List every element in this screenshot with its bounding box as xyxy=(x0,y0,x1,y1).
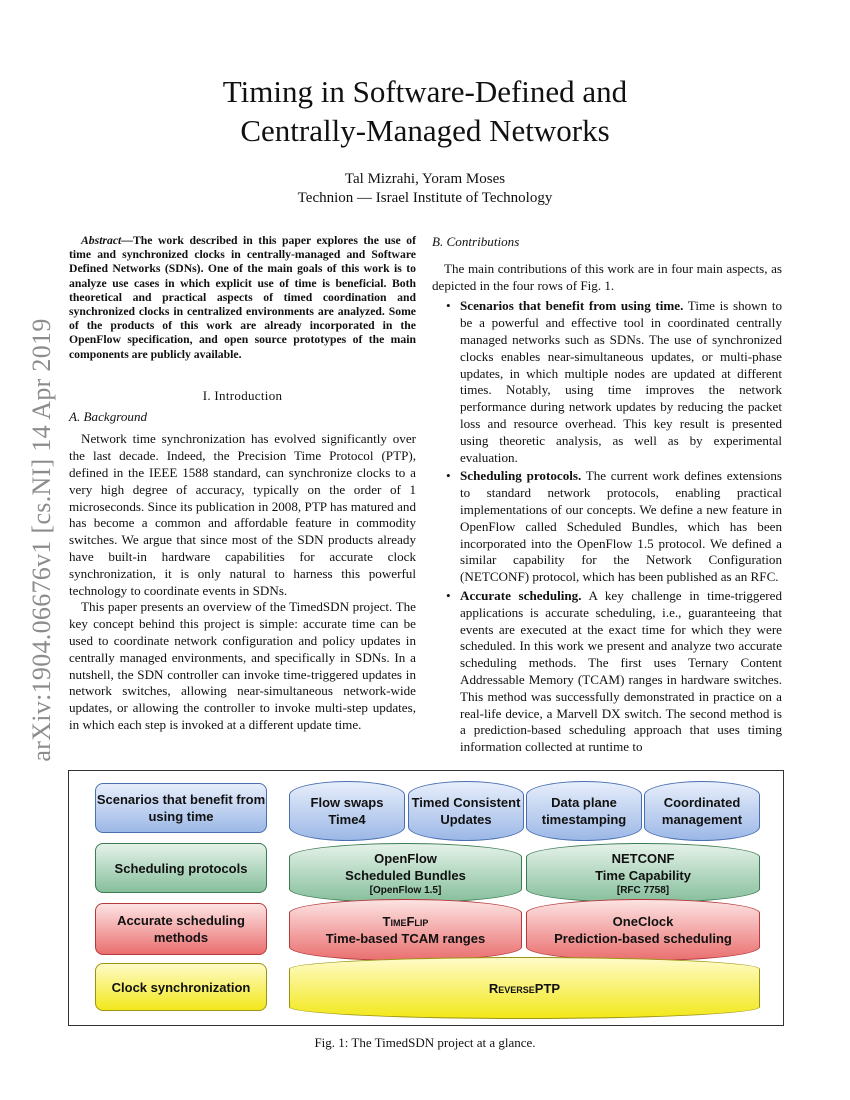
figure-timedsdn xyxy=(68,770,784,1026)
method-description: Prediction-based scheduling xyxy=(554,931,732,946)
figure-caption: Fig. 1: The TimedSDN project at a glance. xyxy=(314,1035,536,1050)
scenario-line-2: management xyxy=(661,812,743,827)
title-line-2: Centrally-Managed Networks xyxy=(240,113,610,148)
clock-sync-name: ReversePTP xyxy=(488,980,561,996)
method-name: TimeFlip xyxy=(382,914,429,929)
scenario-line-1: Data plane xyxy=(551,795,617,810)
subsection-heading-contributions: B. Contributions xyxy=(432,234,520,249)
item-title: Scheduling protocols. xyxy=(460,468,582,484)
protocol-cylinder-openflow xyxy=(289,843,522,903)
background-paragraph-1: Network time synchronization has evolved significantly over the last decade. Indeed, the Precision Time Protocol (PTP), defined in the IEEE 1588 standard, can synchronize clocks to a very high degree of accuracy, typically on the order of 1 microseconds. Since its publication in 2008, PTP has matured and has become a common and affordable feature in commodity switches. We argue that since most of the SDN products already have built-in hardware capabilities for accurate clock synchronization, it is only natural to harness this powerful technology to coordinate events in SDNs. xyxy=(69,431,416,598)
abstract-lead: Abstract xyxy=(81,234,122,247)
item-text: The current work defines extensions to standard network protocols, enabling practical implementations of our concepts. We define a new feature in OpenFlow called Scheduled Bundles, which has been incorporated into the OpenFlow 1.5 protocol. We defined a similar capability for the Network Configuration (NETCONF) protocol, which has been published as an RFC. xyxy=(460,468,782,585)
scenario-cylinder xyxy=(644,781,760,841)
list-item xyxy=(432,588,782,756)
item-text: Time is shown to be a powerful and effective tool in coordinated centrally managed networks such as SDNs. The use of synchronized clocks enables near-simultaneous updates, or multi-phase updates, in which multiple nodes are updated at different times. Notably, using time improves the network performance during network updates by reducing the packet loss and resource overhead. This key result is presented using theoretic analysis, as well as by experimental evaluation. xyxy=(460,298,783,465)
row-label-scenarios: Scenarios that benefit from using time xyxy=(95,783,267,833)
scenario-cylinder xyxy=(526,781,642,841)
background-paragraph-2: This paper presents an overview of the TimedSDN project. The key concept behind this project is simple: accurate time can be used to coordinate network configuration and policy updates in centrally managed environments, and specifically in SDNs. In a nutshell, the SDN controller can invoke time-triggered updates in network switches, allowing near-simultaneous network-wide updates, or allowing the controller to invoke multi-step updates, in which each step is invoked at a different update time. xyxy=(69,599,416,732)
item-text: A key challenge in time-triggered applications is accurate scheduling, i.e., guaranteeing that events are executed at the exact time for which they were scheduled. In this work we present and analyze two accurate scheduling methods. The first uses Ternary Content Addressable Memory (TCAM) ranges in hardware switches. This method was successfully demonstrated in practice on a real-life device, a Marvell DX switch. The second method is a prediction-based scheduling approach that uses timing information collected at runtime to xyxy=(460,587,783,755)
affiliation: Technion — Israel Institute of Technology xyxy=(297,190,553,206)
method-description: Time-based TCAM ranges xyxy=(325,931,486,946)
abstract xyxy=(69,234,416,362)
method-cylinder-timeflip xyxy=(289,899,522,961)
bullet-icon: • xyxy=(446,587,451,603)
scenario-line-1: Coordinated xyxy=(663,795,741,810)
protocol-name: OpenFlow xyxy=(374,850,437,866)
scenario-cylinder xyxy=(289,781,405,841)
contributions-list xyxy=(432,298,782,756)
authors-block xyxy=(0,170,850,208)
scenario-line-2: Updates xyxy=(440,812,492,827)
scenario-line-2: Time4 xyxy=(328,812,366,827)
author-names: Tal Mizrahi, Yoram Moses xyxy=(344,171,506,187)
row-label-methods: Accurate scheduling methods xyxy=(95,903,267,955)
protocol-name: NETCONF xyxy=(611,850,675,866)
bullet-icon: • xyxy=(446,468,451,484)
method-name: OneClock xyxy=(612,914,674,929)
subsection-heading-background: A. Background xyxy=(69,408,148,424)
method-cylinder-oneclock xyxy=(526,899,760,961)
scenario-line-1: Timed Consistent xyxy=(411,795,521,810)
left-column xyxy=(69,234,416,734)
scenario-line-1: Flow swaps xyxy=(310,795,384,810)
item-title: Accurate scheduling. xyxy=(460,587,582,603)
item-title: Scenarios that benefit from using time. xyxy=(460,298,684,314)
protocol-feature: Time Capability xyxy=(595,867,691,883)
protocol-cylinder-netconf xyxy=(526,843,760,903)
clock-sync-cylinder xyxy=(289,957,760,1019)
scenario-line-2: timestamping xyxy=(541,812,627,827)
arxiv-stamp: arXiv:1904.06676v1 [cs.NI] 14 Apr 2019 xyxy=(27,318,56,762)
bullet-icon: • xyxy=(446,298,451,314)
protocol-reference: [OpenFlow 1.5] xyxy=(369,884,442,896)
paper-title xyxy=(0,72,850,150)
row-label-protocols: Scheduling protocols xyxy=(95,843,267,893)
title-line-1: Timing in Software-Defined and xyxy=(222,74,628,109)
list-item xyxy=(432,298,782,466)
list-item xyxy=(432,468,782,586)
scenario-cylinder xyxy=(408,781,524,841)
section-heading-introduction: I. Introduction xyxy=(202,387,283,403)
contributions-intro: The main contributions of this work are in four main aspects, as depicted in the four rows of Fig. 1. xyxy=(432,260,782,293)
row-label-clock: Clock synchronization xyxy=(95,963,267,1011)
protocol-feature: Scheduled Bundles xyxy=(345,867,466,883)
abstract-text: —The work described in this paper explores the use of time and synchronized clocks in centrally-managed and Software Defined Networks (SDNs). One of the main goals of this work is to analyze use cases in which explicit use of time is beneficial. Both theoretical and practical aspects of timed coordination and synchronized clocks in centralized environments are analyzed. Some of the products of this work are already incorporated in the OpenFlow specification, and open source prototypes of the main components are publicly available. xyxy=(69,234,416,361)
protocol-reference: [RFC 7758] xyxy=(616,884,670,896)
right-column xyxy=(432,234,782,758)
